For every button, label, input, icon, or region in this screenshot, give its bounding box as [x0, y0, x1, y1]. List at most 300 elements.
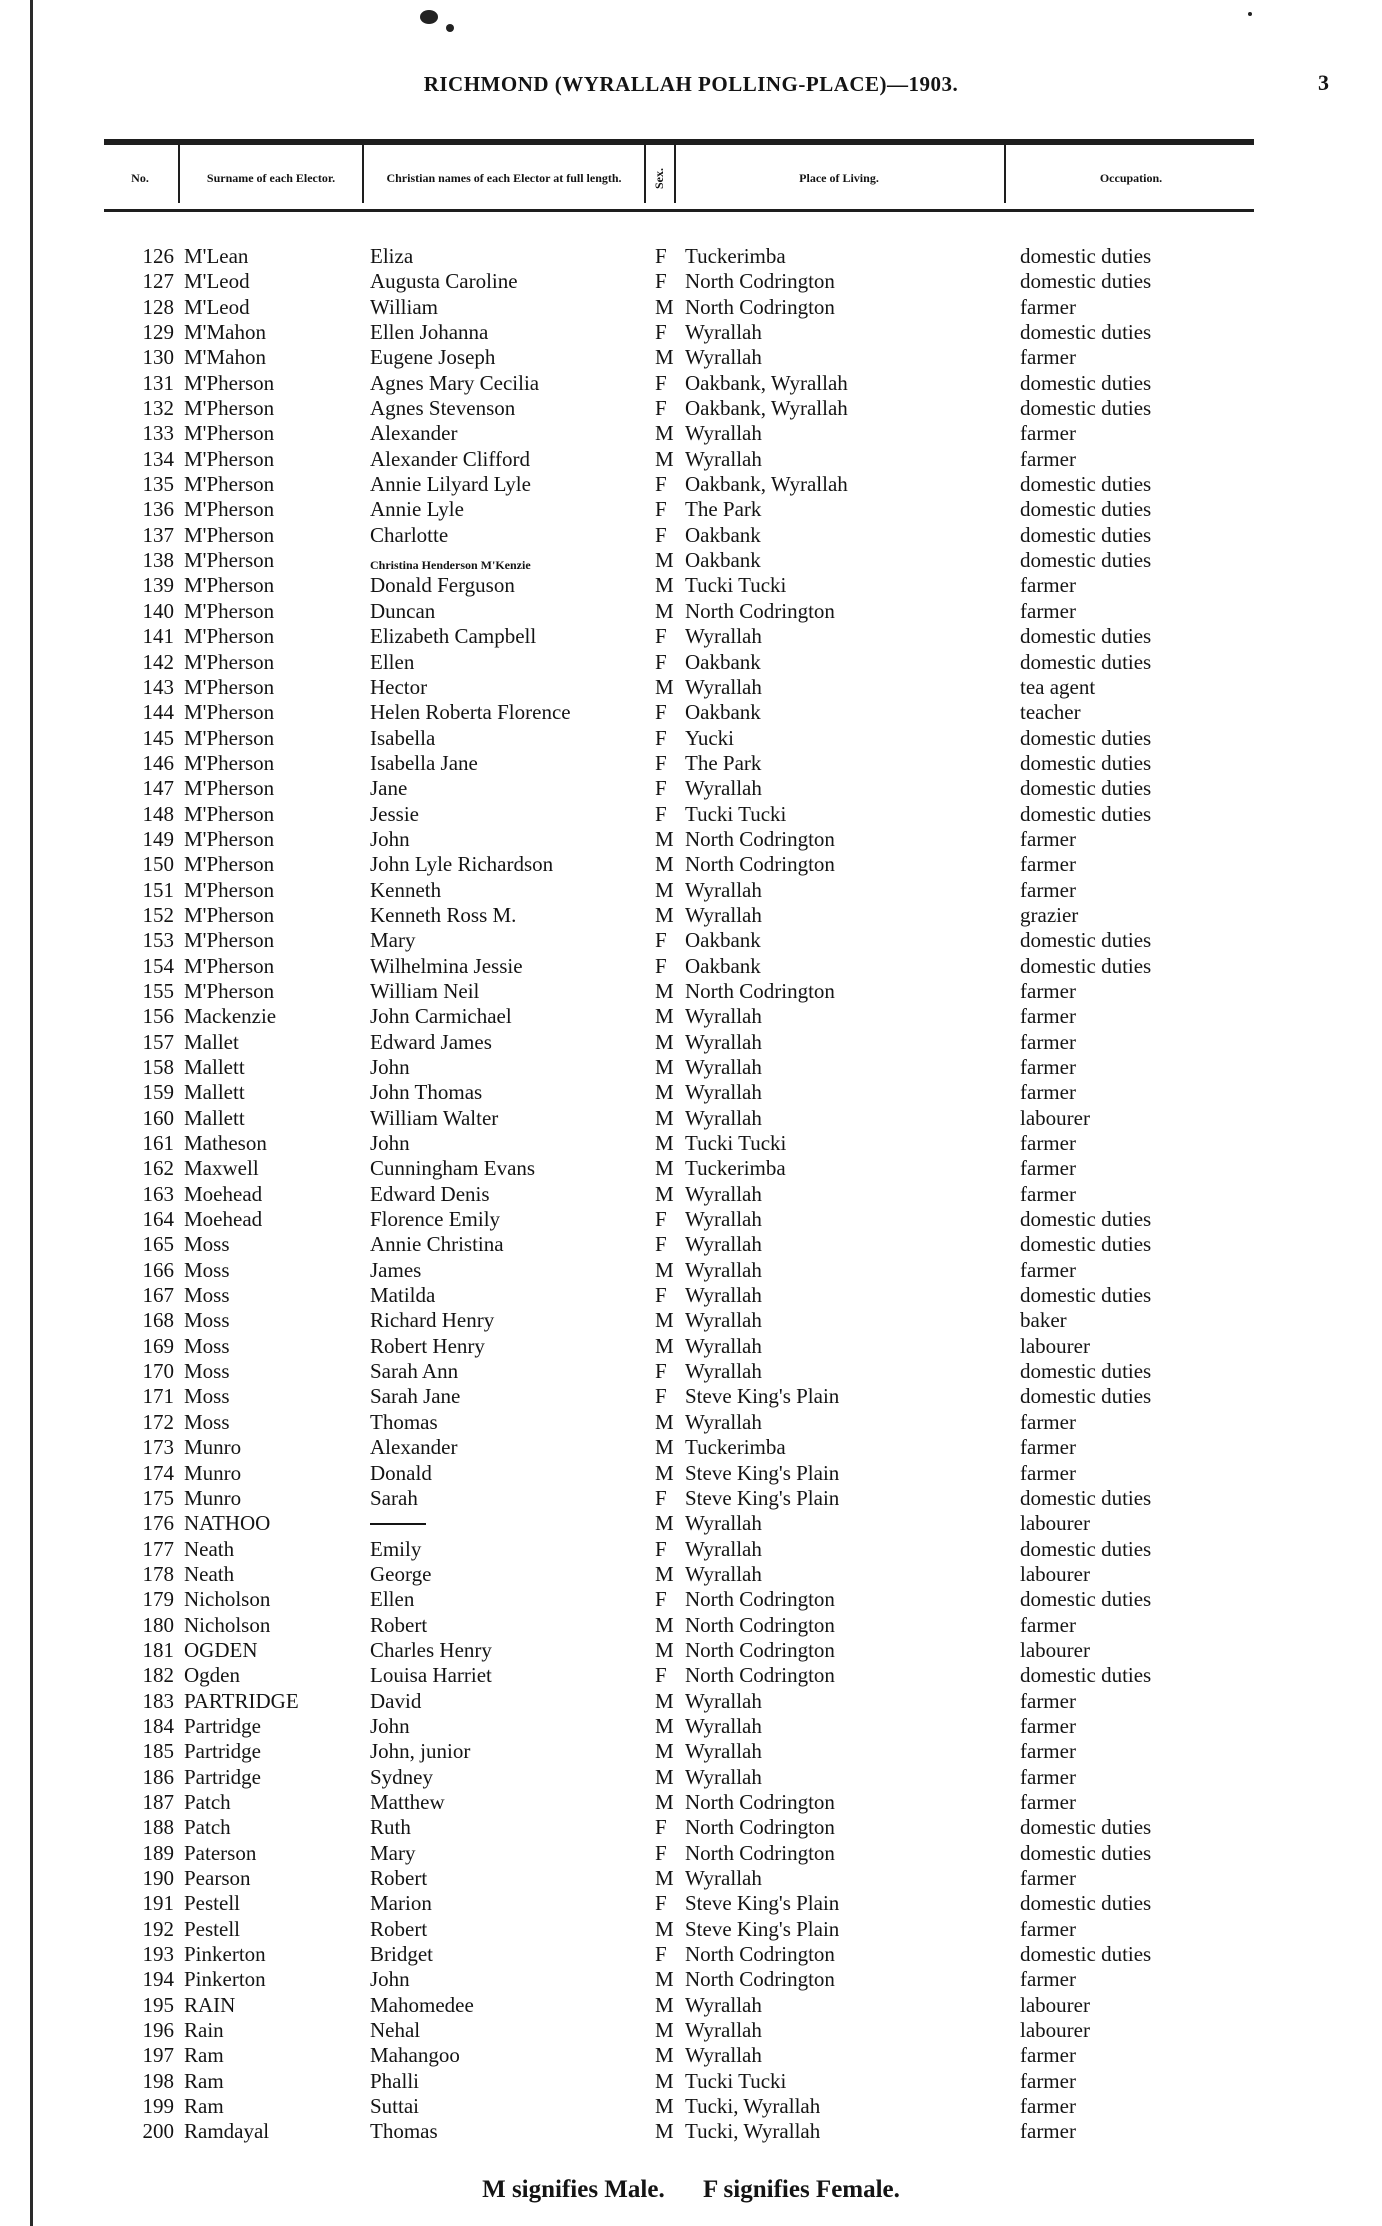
cell-christian: Mahangoo: [370, 2043, 460, 2068]
header-rule-bottom: [104, 209, 1254, 212]
cell-occupation: farmer: [1020, 2043, 1076, 2068]
cell-sex: M: [655, 1460, 674, 1485]
cell-no: 135: [142, 472, 174, 497]
cell-sex: F: [655, 1485, 667, 1510]
cell-occupation: domestic duties: [1020, 244, 1152, 268]
cell-surname: M'Pherson: [184, 421, 275, 446]
cell-no: 185: [142, 1739, 174, 1764]
cell-no: 143: [142, 674, 174, 699]
cell-occupation: domestic duties: [1020, 1536, 1152, 1561]
cell-no: 159: [142, 1080, 174, 1105]
cell-no: 129: [142, 320, 174, 345]
cell-christian: Eugene Joseph: [370, 345, 496, 370]
cell-no: 191: [142, 1891, 174, 1916]
cell-no: 200: [142, 2119, 174, 2144]
cell-surname: Munro: [184, 1435, 242, 1460]
cell-christian: John: [370, 1055, 410, 1079]
cell-no: 193: [142, 1942, 174, 1967]
cell-occupation: domestic duties: [1020, 522, 1152, 547]
cell-surname: M'Pherson: [184, 928, 275, 953]
cell-occupation: domestic duties: [1020, 750, 1152, 775]
cell-occupation: domestic duties: [1020, 1942, 1152, 1967]
cell-place: Oakbank: [685, 649, 761, 674]
cell-occupation: farmer: [1020, 1257, 1076, 1282]
cell-christian: Isabella Jane: [370, 750, 478, 775]
table-row: [0, 1562, 1382, 1587]
cell-christian: Marion: [370, 1891, 432, 1916]
table-row: [0, 1334, 1382, 1359]
cell-no: 167: [142, 1283, 174, 1308]
cell-no: 132: [142, 396, 174, 421]
cell-place: Oakbank: [685, 548, 761, 573]
table-row: [0, 776, 1382, 801]
cell-sex: F: [655, 1283, 667, 1308]
table-row: [0, 1359, 1382, 1384]
table-row: [0, 573, 1382, 598]
cell-christian: Sydney: [370, 1764, 433, 1789]
table-row: [0, 244, 1382, 269]
cell-place: North Codrington: [685, 852, 835, 877]
legend-footer: [0, 2176, 1382, 2204]
cell-christian: William: [370, 294, 438, 319]
cell-place: Wyrallah: [685, 1257, 762, 1282]
cell-christian: John: [370, 826, 410, 851]
cell-no: 176: [142, 1511, 174, 1536]
cell-occupation: farmer: [1020, 1916, 1076, 1941]
cell-sex: M: [655, 1713, 674, 1738]
cell-no: 158: [142, 1055, 174, 1079]
cell-occupation: labourer: [1020, 2018, 1090, 2043]
table-row: [0, 1689, 1382, 1714]
cell-no: 156: [142, 1004, 174, 1029]
cell-sex: M: [655, 1789, 674, 1814]
cell-place: Wyrallah: [685, 2018, 762, 2043]
cell-surname: Moehead: [184, 1207, 263, 1232]
cell-occupation: farmer: [1020, 1004, 1076, 1029]
cell-surname: Mallett: [184, 1080, 245, 1105]
cell-sex: F: [655, 244, 667, 268]
table-row: [0, 2119, 1382, 2144]
cell-christian: John: [370, 1967, 410, 1992]
cell-christian: Wilhelmina Jessie: [370, 953, 523, 978]
table-row: [0, 1815, 1382, 1840]
cell-sex: M: [655, 1992, 674, 2017]
cell-christian: Edward Denis: [370, 1181, 490, 1206]
cell-christian: Annie Lilyard Lyle: [370, 472, 531, 497]
cell-no: 183: [142, 1688, 174, 1713]
cell-place: Wyrallah: [685, 1029, 762, 1054]
table-row: [0, 650, 1382, 675]
cell-place: Wyrallah: [685, 1004, 762, 1029]
cell-place: Wyrallah: [685, 446, 762, 471]
cell-christian: Isabella: [370, 725, 436, 750]
cell-place: Wyrallah: [685, 1055, 762, 1079]
column-header-surname: Surname of each Elector.: [206, 170, 336, 185]
cell-place: Wyrallah: [685, 1181, 762, 1206]
cell-surname: M'Pherson: [184, 902, 275, 927]
cell-surname: Mackenzie: [184, 1004, 277, 1029]
cell-sex: M: [655, 548, 674, 573]
print-speck: [446, 24, 454, 32]
cell-no: 172: [142, 1409, 174, 1434]
cell-occupation: domestic duties: [1020, 928, 1152, 953]
cell-sex: M: [655, 345, 674, 370]
cell-sex: F: [655, 396, 667, 421]
cell-occupation: farmer: [1020, 294, 1076, 319]
cell-occupation: domestic duties: [1020, 1587, 1152, 1612]
table-row: [0, 1258, 1382, 1283]
column-header-sex: [646, 150, 672, 206]
cell-sex: F: [655, 269, 667, 294]
table-row: [0, 2094, 1382, 2119]
cell-place: Tuckerimba: [685, 1156, 786, 1181]
cell-christian: Eliza: [370, 244, 414, 268]
cell-sex: M: [655, 1131, 674, 1156]
cell-occupation: farmer: [1020, 1156, 1076, 1181]
cell-place: Wyrallah: [685, 1561, 762, 1586]
cell-occupation: farmer: [1020, 826, 1076, 851]
table-row: [0, 1004, 1382, 1029]
cell-sex: M: [655, 1435, 674, 1460]
table-row: [0, 599, 1382, 624]
cell-occupation: domestic duties: [1020, 269, 1152, 294]
cell-sex: M: [655, 1333, 674, 1358]
cell-christian: Suttai: [370, 2094, 420, 2119]
table-row: [0, 1410, 1382, 1435]
cell-place: Tucki Tucki: [685, 1131, 787, 1156]
cell-sex: M: [655, 1637, 674, 1662]
table-row: [0, 1486, 1382, 1511]
cell-christian: Robert: [370, 1866, 428, 1890]
table-row: [0, 954, 1382, 979]
table-row: [0, 878, 1382, 903]
cell-occupation: domestic duties: [1020, 776, 1152, 801]
electoral-roll-table: [0, 244, 1382, 2145]
cell-surname: M'Pherson: [184, 978, 275, 1003]
cell-surname: Moss: [184, 1384, 230, 1409]
cell-occupation: domestic duties: [1020, 396, 1152, 421]
cell-place: Wyrallah: [685, 1232, 762, 1257]
table-row: [0, 447, 1382, 472]
cell-surname: Patch: [184, 1815, 231, 1840]
cell-no: 133: [142, 421, 174, 446]
cell-surname: Mallett: [184, 1055, 245, 1079]
print-speck: [420, 10, 438, 24]
cell-christian: David: [370, 1688, 422, 1713]
cell-christian: Agnes Mary Cecilia: [370, 370, 540, 395]
cell-sex: F: [655, 472, 667, 497]
cell-no: 190: [142, 1866, 174, 1890]
cell-no: 165: [142, 1232, 174, 1257]
cell-no: 174: [142, 1460, 174, 1485]
column-separator: [178, 145, 180, 203]
cell-sex: F: [655, 1891, 667, 1916]
cell-no: 184: [142, 1713, 174, 1738]
cell-surname: Nicholson: [184, 1612, 271, 1637]
cell-surname: Moss: [184, 1283, 230, 1308]
cell-occupation: labourer: [1020, 1511, 1090, 1536]
cell-occupation: baker: [1020, 1308, 1067, 1333]
cell-christian: Alexander: [370, 1435, 458, 1460]
cell-christian: Mary: [370, 1840, 416, 1865]
table-row: [0, 1182, 1382, 1207]
cell-surname: PARTRIDGE: [184, 1688, 299, 1713]
cell-occupation: domestic duties: [1020, 497, 1152, 522]
cell-sex: F: [655, 1384, 667, 1409]
cell-christian: Robert: [370, 1916, 428, 1941]
cell-surname: Moss: [184, 1232, 230, 1257]
legend-female: F signifies Female.: [702, 2176, 900, 2203]
table-row: [0, 548, 1382, 573]
cell-sex: M: [655, 1029, 674, 1054]
cell-sex: M: [655, 421, 674, 446]
cell-place: The Park: [685, 497, 762, 522]
cell-occupation: farmer: [1020, 1460, 1076, 1485]
cell-surname: Moss: [184, 1257, 230, 1282]
cell-no: 148: [142, 801, 174, 826]
cell-no: 192: [142, 1916, 174, 1941]
table-row: [0, 928, 1382, 953]
table-row: [0, 1511, 1382, 1536]
cell-occupation: domestic duties: [1020, 472, 1152, 497]
cell-surname: M'Pherson: [184, 725, 275, 750]
cell-surname: Pestell: [184, 1891, 240, 1916]
column-header-place: Place of Living.: [799, 170, 879, 185]
cell-place: Wyrallah: [685, 1511, 762, 1536]
cell-christian: Jane: [370, 776, 408, 801]
column-header-christian-names: Christian names of each Elector at full length.: [386, 170, 622, 185]
cell-no: 147: [142, 776, 174, 801]
table-row: [0, 472, 1382, 497]
cell-sex: F: [655, 1207, 667, 1232]
cell-place: North Codrington: [685, 1967, 835, 1992]
cell-sex: M: [655, 1561, 674, 1586]
cell-place: Tucki, Wyrallah: [685, 2119, 821, 2144]
cell-occupation: labourer: [1020, 1105, 1090, 1130]
cell-occupation: labourer: [1020, 1992, 1090, 2017]
cell-surname: M'Leod: [184, 269, 250, 294]
cell-christian: Phalli: [370, 2068, 420, 2093]
cell-surname: M'Pherson: [184, 877, 275, 902]
table-row: [0, 1917, 1382, 1942]
cell-surname: Munro: [184, 1485, 242, 1510]
cell-place: Wyrallah: [685, 1764, 762, 1789]
cell-no: 150: [142, 852, 174, 877]
cell-sex: F: [655, 700, 667, 725]
cell-place: Wyrallah: [685, 1866, 762, 1890]
cell-place: Steve King's Plain: [685, 1485, 840, 1510]
cell-sex: M: [655, 1055, 674, 1079]
cell-place: Tuckerimba: [685, 1435, 786, 1460]
cell-christian: Donald Ferguson: [370, 573, 515, 598]
cell-christian: Kenneth Ross M.: [370, 902, 517, 927]
cell-no: 169: [142, 1333, 174, 1358]
cell-surname: Ram: [184, 2094, 224, 2119]
cell-christian: Agnes Stevenson: [370, 396, 516, 421]
cell-sex: M: [655, 674, 674, 699]
cell-place: North Codrington: [685, 1840, 835, 1865]
cell-sex: F: [655, 1359, 667, 1384]
cell-place: Wyrallah: [685, 345, 762, 370]
cell-christian: Ruth: [370, 1815, 411, 1840]
cell-christian: William Walter: [370, 1105, 499, 1130]
cell-no: 149: [142, 826, 174, 851]
cell-christian: Alexander Clifford: [370, 446, 530, 471]
cell-occupation: farmer: [1020, 446, 1076, 471]
cell-christian: [370, 1523, 426, 1525]
cell-place: The Park: [685, 750, 762, 775]
cell-no: 142: [142, 649, 174, 674]
cell-christian: Robert Henry: [370, 1333, 485, 1358]
cell-no: 180: [142, 1612, 174, 1637]
cell-no: 139: [142, 573, 174, 598]
cell-occupation: domestic duties: [1020, 1815, 1152, 1840]
cell-occupation: domestic duties: [1020, 624, 1152, 649]
cell-sex: M: [655, 902, 674, 927]
cell-no: 182: [142, 1663, 174, 1688]
cell-place: Wyrallah: [685, 1739, 762, 1764]
cell-sex: F: [655, 1587, 667, 1612]
cell-occupation: labourer: [1020, 1637, 1090, 1662]
cell-no: 141: [142, 624, 174, 649]
cell-occupation: farmer: [1020, 1764, 1076, 1789]
table-row: [0, 1765, 1382, 1790]
cell-occupation: domestic duties: [1020, 801, 1152, 826]
cell-no: 195: [142, 1992, 174, 2017]
cell-place: North Codrington: [685, 294, 835, 319]
cell-surname: Mallett: [184, 1105, 245, 1130]
cell-surname: M'Pherson: [184, 598, 275, 623]
cell-christian: Annie Lyle: [370, 497, 464, 522]
table-row: [0, 1055, 1382, 1080]
cell-place: Tucki Tucki: [685, 573, 787, 598]
cell-christian: Elizabeth Campbell: [370, 624, 537, 649]
cell-surname: M'Leod: [184, 294, 250, 319]
table-row: [0, 1537, 1382, 1562]
cell-place: Steve King's Plain: [685, 1384, 840, 1409]
cell-christian: Edward James: [370, 1029, 492, 1054]
cell-sex: M: [655, 978, 674, 1003]
cell-sex: M: [655, 446, 674, 471]
cell-sex: F: [655, 522, 667, 547]
cell-place: Wyrallah: [685, 1207, 762, 1232]
cell-surname: Pinkerton: [184, 1942, 266, 1967]
cell-occupation: farmer: [1020, 1055, 1076, 1079]
table-row: [0, 1232, 1382, 1257]
cell-occupation: domestic duties: [1020, 1485, 1152, 1510]
cell-no: 178: [142, 1561, 174, 1586]
cell-sex: M: [655, 1739, 674, 1764]
cell-occupation: farmer: [1020, 1688, 1076, 1713]
cell-christian: James: [370, 1257, 422, 1282]
cell-surname: M'Pherson: [184, 852, 275, 877]
cell-christian: Sarah: [370, 1485, 418, 1510]
table-row: [0, 1841, 1382, 1866]
cell-surname: Maxwell: [184, 1156, 259, 1181]
cell-surname: OGDEN: [184, 1637, 258, 1662]
cell-christian: Matilda: [370, 1283, 436, 1308]
cell-place: Oakbank: [685, 700, 761, 725]
cell-place: North Codrington: [685, 1587, 835, 1612]
cell-place: Wyrallah: [685, 624, 762, 649]
cell-place: Wyrallah: [685, 421, 762, 446]
cell-occupation: domestic duties: [1020, 1359, 1152, 1384]
cell-surname: Partridge: [184, 1713, 261, 1738]
cell-christian: Kenneth: [370, 877, 442, 902]
cell-place: North Codrington: [685, 1612, 835, 1637]
table-row: [0, 2069, 1382, 2094]
print-speck: [1248, 12, 1252, 16]
cell-place: North Codrington: [685, 269, 835, 294]
cell-surname: Partridge: [184, 1764, 261, 1789]
cell-surname: M'Pherson: [184, 750, 275, 775]
table-row: [0, 371, 1382, 396]
cell-sex: M: [655, 1866, 674, 1890]
table-row: [0, 1613, 1382, 1638]
cell-christian: Alexander: [370, 421, 458, 446]
cell-no: 199: [142, 2094, 174, 2119]
cell-surname: M'Pherson: [184, 522, 275, 547]
cell-sex: F: [655, 370, 667, 395]
cell-occupation: farmer: [1020, 598, 1076, 623]
table-row: [0, 675, 1382, 700]
cell-occupation: farmer: [1020, 1739, 1076, 1764]
cell-surname: M'Lean: [184, 244, 249, 268]
cell-place: North Codrington: [685, 1663, 835, 1688]
cell-sex: M: [655, 598, 674, 623]
cell-place: North Codrington: [685, 598, 835, 623]
cell-christian: Sarah Jane: [370, 1384, 461, 1409]
cell-christian: Nehal: [370, 2018, 421, 2043]
cell-occupation: farmer: [1020, 1409, 1076, 1434]
cell-no: 197: [142, 2043, 174, 2068]
cell-no: 157: [142, 1029, 174, 1054]
table-row: [0, 1638, 1382, 1663]
cell-surname: M'Pherson: [184, 370, 275, 395]
cell-christian: Ellen: [370, 1587, 415, 1612]
cell-no: 179: [142, 1587, 174, 1612]
cell-occupation: domestic duties: [1020, 1840, 1152, 1865]
cell-occupation: grazier: [1020, 902, 1079, 927]
cell-occupation: domestic duties: [1020, 1663, 1152, 1688]
cell-christian: John: [370, 1713, 410, 1738]
cell-surname: Neath: [184, 1536, 235, 1561]
cell-christian: Sarah Ann: [370, 1359, 459, 1384]
cell-surname: M'Pherson: [184, 801, 275, 826]
cell-surname: M'Pherson: [184, 674, 275, 699]
cell-place: Wyrallah: [685, 1105, 762, 1130]
table-row: [0, 1207, 1382, 1232]
cell-no: 194: [142, 1967, 174, 1992]
cell-occupation: domestic duties: [1020, 320, 1152, 345]
cell-sex: F: [655, 320, 667, 345]
cell-sex: M: [655, 1308, 674, 1333]
cell-surname: Pinkerton: [184, 1967, 266, 1992]
cell-surname: RAIN: [184, 1992, 236, 2017]
cell-no: 131: [142, 370, 174, 395]
cell-christian: Louisa Harriet: [370, 1663, 492, 1688]
cell-no: 140: [142, 598, 174, 623]
table-row: [0, 1714, 1382, 1739]
cell-place: Wyrallah: [685, 902, 762, 927]
cell-place: Wyrallah: [685, 320, 762, 345]
table-row: [0, 2018, 1382, 2043]
cell-surname: Ramdayal: [184, 2119, 270, 2144]
cell-sex: F: [655, 497, 667, 522]
cell-place: Wyrallah: [685, 1359, 762, 1384]
cell-no: 160: [142, 1105, 174, 1130]
column-separator: [674, 145, 676, 203]
